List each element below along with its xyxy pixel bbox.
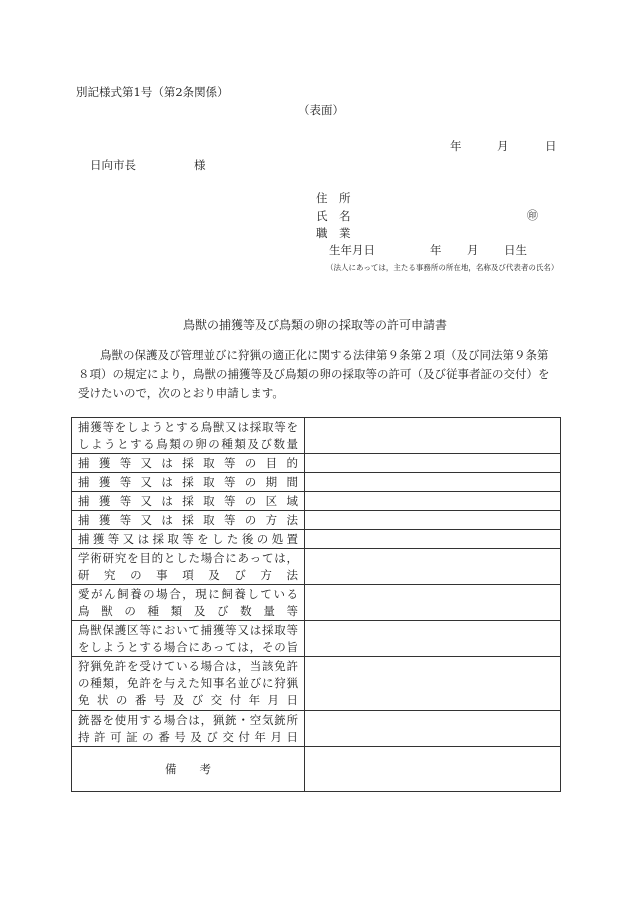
- row-label-line: をしようとする場合にあっては，その旨: [78, 639, 298, 654]
- row-label-line: 免状の番号及び交付年月日: [78, 693, 298, 707]
- application-table: [71, 417, 561, 792]
- remarks-field[interactable]: [305, 747, 561, 792]
- row-value-field[interactable]: [305, 549, 561, 585]
- document-title: 鳥獣の捕獲等及び鳥類の卵の採取等の許可申請書: [182, 318, 447, 332]
- birthdate-label: 生年月日: [329, 243, 375, 257]
- row-value-field[interactable]: [305, 621, 561, 657]
- row-label-line: 鳥獣の種類及び数量等: [78, 603, 298, 618]
- row-label-line: 銃器を使用する場合は，猟銃・空気銃所: [78, 712, 298, 727]
- row-label-line: 捕獲等又は採取等をした後の処置: [78, 531, 298, 546]
- table-row: [72, 511, 561, 530]
- row-label-line: 持許可証の番号及び交付年月日: [78, 729, 298, 744]
- row-value-field[interactable]: [305, 473, 561, 492]
- row-label: [72, 585, 305, 621]
- row-label: [72, 657, 305, 711]
- corporation-note: （法人にあっては，主たる事務所の所在地，名称及び代表者の氏名）: [326, 263, 559, 272]
- row-label: [72, 511, 305, 530]
- seal-mark: ㊞: [527, 209, 538, 222]
- table-row: [72, 549, 561, 585]
- table-row: [72, 657, 561, 711]
- table-row: [72, 530, 561, 549]
- row-label-line: 狩猟免許を受けている場合は，当該免許: [78, 659, 298, 673]
- remarks-label: 備 考: [72, 747, 305, 792]
- row-label: [72, 711, 305, 747]
- row-label-line: 捕獲等又は採取等の区域: [78, 493, 298, 508]
- row-label: [72, 418, 305, 454]
- date-year-label: 年: [450, 139, 462, 153]
- birth-year-label: 年: [430, 243, 442, 257]
- table-row: [72, 418, 561, 454]
- occupation-label: 職 業: [316, 226, 351, 240]
- row-label-line: 捕獲等又は採取等の期間: [78, 474, 298, 489]
- document-body: 鳥獣の保護及び管理並びに狩猟の適正化に関する法律第９条第２項（及び同法第９条第８項）の規定により，鳥獣の捕獲等及び鳥類の卵の採取等の許可（及び従事者証の交付）を受けたいので，次のとおり申請します。: [78, 348, 550, 400]
- table-row: [72, 585, 561, 621]
- row-label: [72, 621, 305, 657]
- row-label: [72, 454, 305, 473]
- row-value-field[interactable]: [305, 492, 561, 511]
- addressee-suffix: 様: [194, 158, 206, 172]
- name-label: 氏 名: [316, 209, 351, 223]
- row-label-line: 捕獲等又は採取等の方法: [78, 512, 298, 527]
- row-value-field[interactable]: [305, 585, 561, 621]
- row-label: [72, 473, 305, 492]
- row-label-line: 捕獲等又は採取等の目的: [78, 455, 298, 470]
- date-day-label: 日: [545, 139, 557, 153]
- table-row: [72, 492, 561, 511]
- row-value-field[interactable]: [305, 454, 561, 473]
- row-value-field[interactable]: [305, 418, 561, 454]
- address-label: 住 所: [316, 191, 351, 205]
- table-row: [72, 621, 561, 657]
- row-label-line: の種類，免許を与えた知事名並びに狩猟: [78, 676, 298, 690]
- addressee-name: 日向市長: [90, 158, 136, 172]
- row-value-field[interactable]: [305, 657, 561, 711]
- row-label-line: 捕獲等をしようとする鳥獣又は採取等を: [78, 419, 298, 434]
- date-month-label: 月: [497, 139, 509, 153]
- table-row: [72, 473, 561, 492]
- row-label-line: 愛がん飼養の場合，現に飼養している: [78, 586, 298, 601]
- remarks-row: [72, 747, 561, 792]
- row-label-line: しようとする鳥類の卵の種類及び数量: [78, 436, 298, 451]
- table-row: [72, 711, 561, 747]
- birth-month-label: 月: [467, 243, 479, 257]
- row-label-line: 学術研究を目的とした場合にあっては，: [78, 550, 298, 565]
- row-label: [72, 492, 305, 511]
- row-label-line: 研究の事項及び方法: [78, 567, 298, 582]
- table-row: [72, 454, 561, 473]
- form-number-label: 別記様式第1号（第2条関係）: [76, 85, 229, 99]
- row-label: [72, 549, 305, 585]
- birth-day-label: 日生: [504, 243, 527, 257]
- row-value-field[interactable]: [305, 711, 561, 747]
- side-label: （表面）: [298, 103, 344, 117]
- row-label-line: 鳥獣保護区等において捕獲等又は採取等: [78, 622, 298, 637]
- row-value-field[interactable]: [305, 530, 561, 549]
- row-label: [72, 530, 305, 549]
- row-value-field[interactable]: [305, 511, 561, 530]
